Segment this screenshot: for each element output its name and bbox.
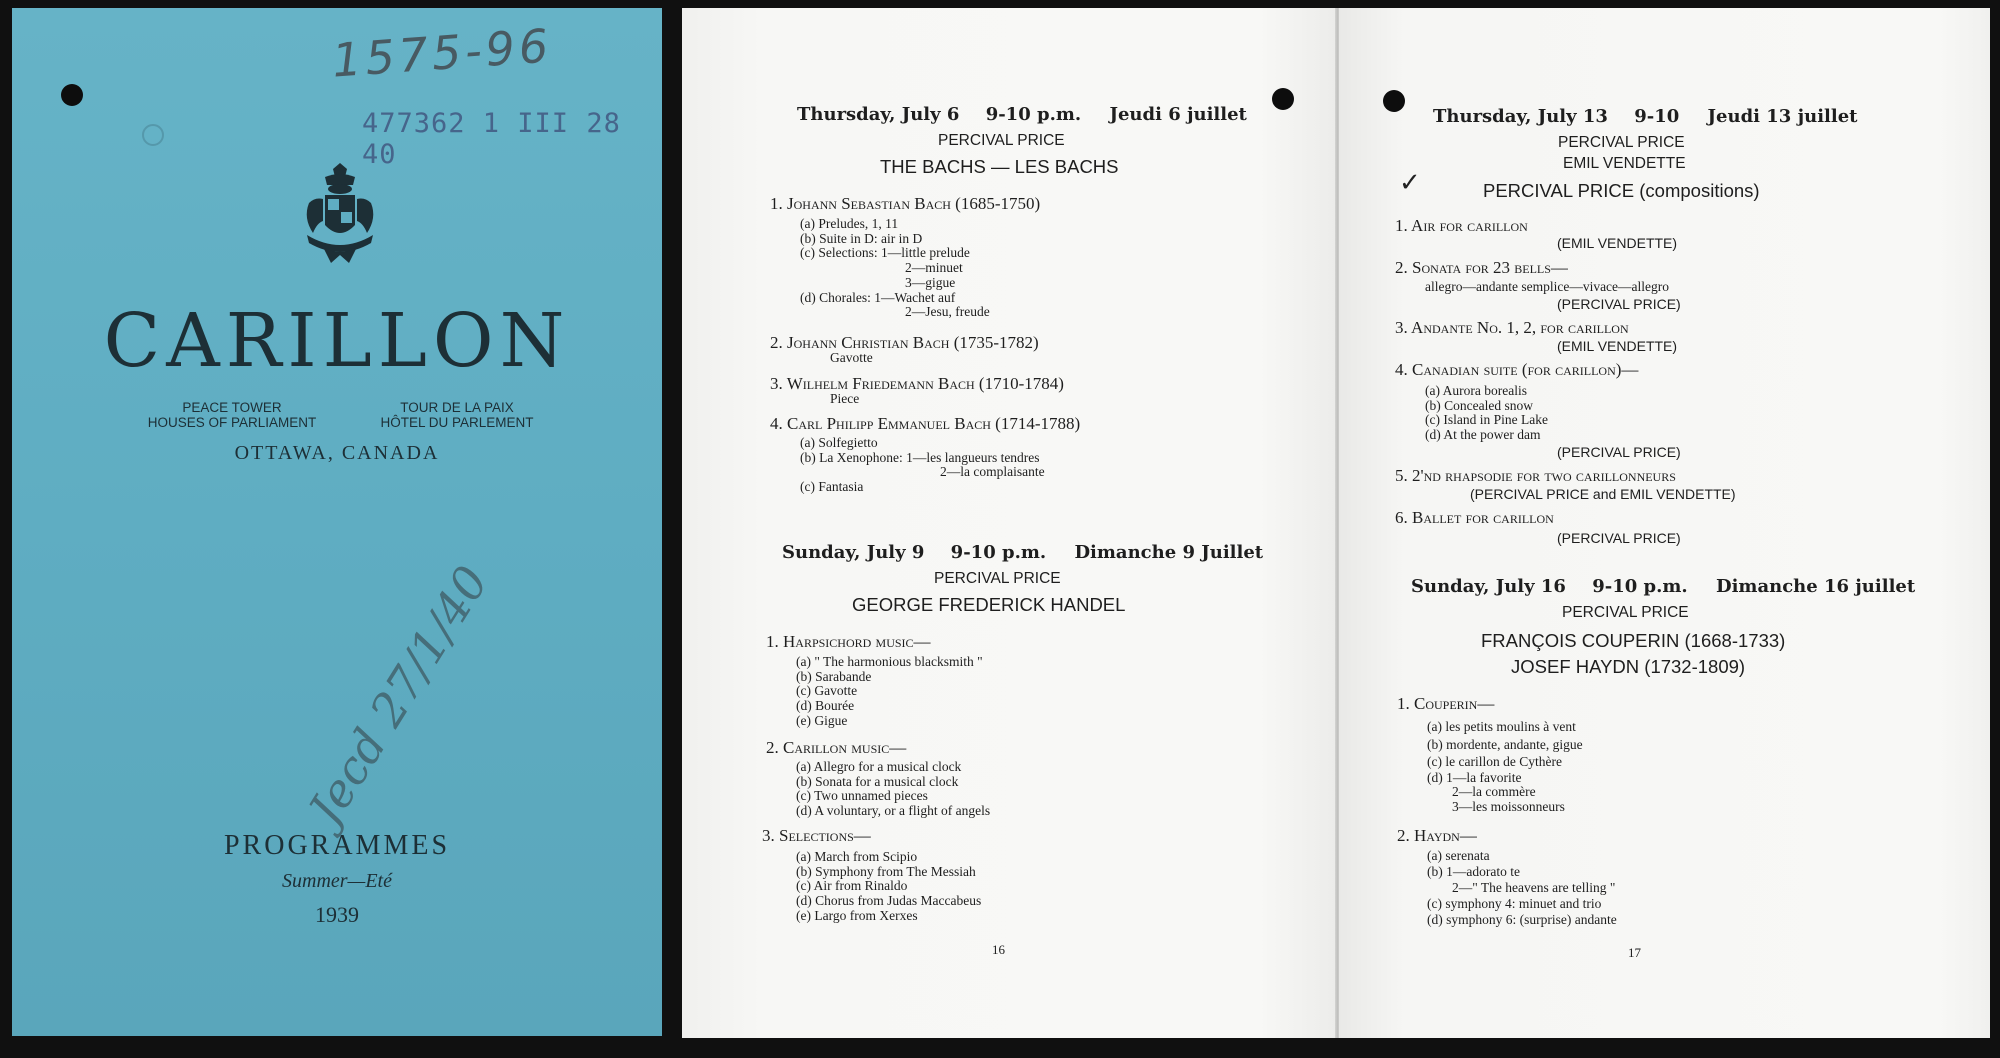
city: OTTAWA, CANADA <box>234 442 440 464</box>
sub-item: (a) les petits moulins à vent <box>1427 719 1576 734</box>
season-label: Summer—Eté <box>282 870 392 892</box>
sub-item: (b) La Xenophone: 1—les langueurs tendres <box>800 449 1040 465</box>
sub-item: Piece <box>830 391 860 406</box>
punch-hole-faint <box>142 124 164 146</box>
sub-item: (d) Chorus from Judas Maccabeus <box>796 893 982 909</box>
sub-item: (e) Largo from Xerxes <box>796 907 918 923</box>
sub-items <box>796 760 990 819</box>
page-17 <box>1339 8 1990 1038</box>
composer-credit: (EMIL VENDETTE) <box>1557 235 1678 251</box>
sub-item: (c) le carillon de Cythère <box>1427 754 1562 769</box>
sub-items <box>796 655 983 729</box>
sub-item: (d) Bourée <box>796 698 855 714</box>
programme-item: 3. Selections— <box>762 826 871 845</box>
sub-item: (e) Gigue <box>796 712 848 728</box>
concert-title: GEORGE FREDERICK HANDEL <box>852 594 1126 615</box>
programme-item: 1. Air for carillon <box>1395 216 1528 235</box>
concert-day: Sunday, July 9 <box>782 542 925 563</box>
composer-credit: (PERCIVAL PRICE) <box>1557 530 1681 546</box>
year-label: 1939 <box>315 902 359 927</box>
sub-item: (b) Sonata for a musical clock <box>796 773 959 789</box>
accession-stamp: 477362 1 III 28 40 <box>362 108 621 170</box>
performer: PERCIVAL PRICE <box>934 570 1061 587</box>
handwritten-check-mark: ✓ <box>1399 168 1421 198</box>
cover-title: CARILLON <box>103 298 571 384</box>
sub-items <box>1427 848 1617 928</box>
concert-title: PERCIVAL PRICE (compositions) <box>1483 180 1760 201</box>
sub-item: (c) Air from Rinaldo <box>796 878 908 894</box>
composer-credit: (PERCIVAL PRICE and EMIL VENDETTE) <box>1470 486 1736 502</box>
sub-item: Gavotte <box>830 350 873 365</box>
programme-item: 6. Ballet for carillon <box>1395 508 1554 527</box>
programme-item: 2. Sonata for 23 bells— <box>1395 258 1568 277</box>
sub-item: 2—la commère <box>1452 784 1536 799</box>
sub-item: (a) Solfegietto <box>800 435 878 450</box>
programme-item: 2. Carillon music— <box>766 738 907 757</box>
programme-item: 1. Johann Sebastian Bach (1685-1750) <box>770 194 1041 213</box>
performer: PERCIVAL PRICE <box>1558 134 1685 151</box>
royal-crest-icon <box>295 163 385 273</box>
punch-hole <box>61 84 83 106</box>
sub-item: 2—la complaisante <box>940 464 1045 480</box>
sub-item: (d) symphony 6: (surprise) andante <box>1427 912 1617 927</box>
sub-item: (d) Chorales: 1—Wachet auf <box>800 289 956 305</box>
programme-item: 4. Canadian suite (for carillon)— <box>1395 360 1639 379</box>
sub-item: (d) A voluntary, or a flight of angels <box>796 803 991 819</box>
location-fr <box>357 400 557 430</box>
concert-title: THE BACHS — LES BACHS <box>880 156 1119 177</box>
sub-item: (a) Preludes, 1, 11 <box>800 216 899 231</box>
sub-item: (b) mordente, andante, gigue <box>1427 736 1583 752</box>
sub-item: (d) 1—la favorite <box>1427 769 1522 785</box>
sub-item: (c) Fantasia <box>800 479 864 495</box>
page-number: 16 <box>992 942 1005 957</box>
sub-item: (d) At the power dam <box>1425 427 1541 443</box>
sub-item: (b) Suite in D: air in D <box>800 230 923 246</box>
handwritten-number: 1575-96 <box>330 18 554 88</box>
concert-time: 9-10 p.m. <box>1592 576 1688 597</box>
page-number: 17 <box>1628 945 1641 960</box>
sub-items <box>800 436 1045 495</box>
sub-item: 3—gigue <box>905 274 956 290</box>
sub-item: (a) serenata <box>1427 848 1490 863</box>
sub-item: 2—minuet <box>905 260 963 276</box>
concert-time: 9-10 p.m. <box>985 104 1082 125</box>
location-en-line1: PEACE TOWER <box>182 400 282 415</box>
sub-item: (a) Allegro for a musical clock <box>796 759 962 774</box>
open-booklet <box>682 8 1990 1038</box>
sub-item: (a) March from Scipio <box>796 849 918 864</box>
sub-item: 2—Jesu, freude <box>905 304 990 320</box>
programme-cover <box>12 8 662 1036</box>
item-detail: allegro—andante semplice—vivace—allegro <box>1425 279 1670 294</box>
programme-item: 2. Haydn— <box>1397 826 1477 845</box>
page-16 <box>682 8 1337 1038</box>
concert-subtitle: JOSEF HAYDN (1732-1809) <box>1511 656 1746 677</box>
sub-items <box>1425 384 1548 443</box>
sub-item: (c) Selections: 1—little prelude <box>800 245 970 261</box>
concert-header <box>1411 576 1915 597</box>
programme-item: 3. Andante No. 1, 2, for carillon <box>1395 318 1629 337</box>
programme-item: 1. Harpsichord music— <box>766 632 931 651</box>
programme-item: 3. Wilhelm Friedemann Bach (1710-1784) <box>770 374 1064 393</box>
sub-item: (b) Sarabande <box>796 668 872 684</box>
sub-items <box>800 217 990 320</box>
concert-header <box>782 542 1263 563</box>
performer: PERCIVAL PRICE <box>938 132 1065 149</box>
concert-time: 9-10 <box>1634 106 1680 127</box>
sub-item: (c) Gavotte <box>796 683 858 699</box>
programme-item: 5. 2'nd rhapsodie for two carillonneurs <box>1395 466 1676 485</box>
location-fr-line2: HÔTEL DU PARLEMENT <box>380 415 534 430</box>
concert-day: Thursday, July 6 <box>797 104 960 125</box>
composer-credit: (PERCIVAL PRICE) <box>1557 444 1681 460</box>
sub-item: 2—" The heavens are telling " <box>1452 880 1616 895</box>
sub-items <box>1427 718 1583 814</box>
concert-day-fr: Dimanche 16 juillet <box>1715 576 1916 597</box>
programme-item: 2. Johann Christian Bach (1735-1782) <box>770 333 1039 352</box>
location-fr-line1: TOUR DE LA PAIX <box>400 400 514 415</box>
sub-item: 3—les moissonneurs <box>1452 798 1565 814</box>
concert-day: Sunday, July 16 <box>1411 576 1566 597</box>
programme-item: 1. Couperin— <box>1397 694 1495 713</box>
performer: EMIL VENDETTE <box>1563 155 1686 172</box>
sub-items <box>796 850 981 924</box>
concert-day-fr: Dimanche 9 Juillet <box>1074 542 1264 563</box>
sub-item: (c) symphony 4: minuet and trio <box>1427 896 1602 911</box>
concert-header <box>797 104 1247 125</box>
sub-item: (b) Concealed snow <box>1425 397 1533 413</box>
concert-time: 9-10 p.m. <box>950 542 1047 563</box>
sub-item: (c) Island in Pine Lake <box>1425 412 1548 428</box>
location-en-line2: HOUSES OF PARLIAMENT <box>147 415 317 430</box>
sub-item: (b) Symphony from The Messiah <box>796 863 976 879</box>
concert-day-fr: Jeudi 6 juillet <box>1109 104 1247 125</box>
concert-day: Thursday, July 13 <box>1433 106 1608 127</box>
programme-item: 4. Carl Philipp Emmanuel Bach (1714-1788) <box>770 414 1081 433</box>
handwritten-note: Jecd 27/1/40 <box>297 556 499 834</box>
concert-header <box>1433 106 1857 127</box>
punch-hole <box>1383 90 1405 112</box>
performer: PERCIVAL PRICE <box>1562 604 1689 621</box>
programmes-label: PROGRAMMES <box>223 830 451 861</box>
punch-hole <box>1272 88 1294 110</box>
concert-day-fr: Jeudi 13 juillet <box>1707 106 1858 127</box>
sub-item: (a) Aurora borealis <box>1425 383 1527 398</box>
location-en <box>122 400 342 430</box>
concert-title: FRANÇOIS COUPERIN (1668-1733) <box>1481 630 1786 651</box>
sub-item: (b) 1—adorato te <box>1427 864 1520 879</box>
sub-item: (c) Two unnamed pieces <box>796 788 928 804</box>
composer-credit: (PERCIVAL PRICE) <box>1557 296 1681 312</box>
sub-item: (a) " The harmonious blacksmith " <box>796 654 983 669</box>
composer-credit: (EMIL VENDETTE) <box>1557 338 1678 354</box>
